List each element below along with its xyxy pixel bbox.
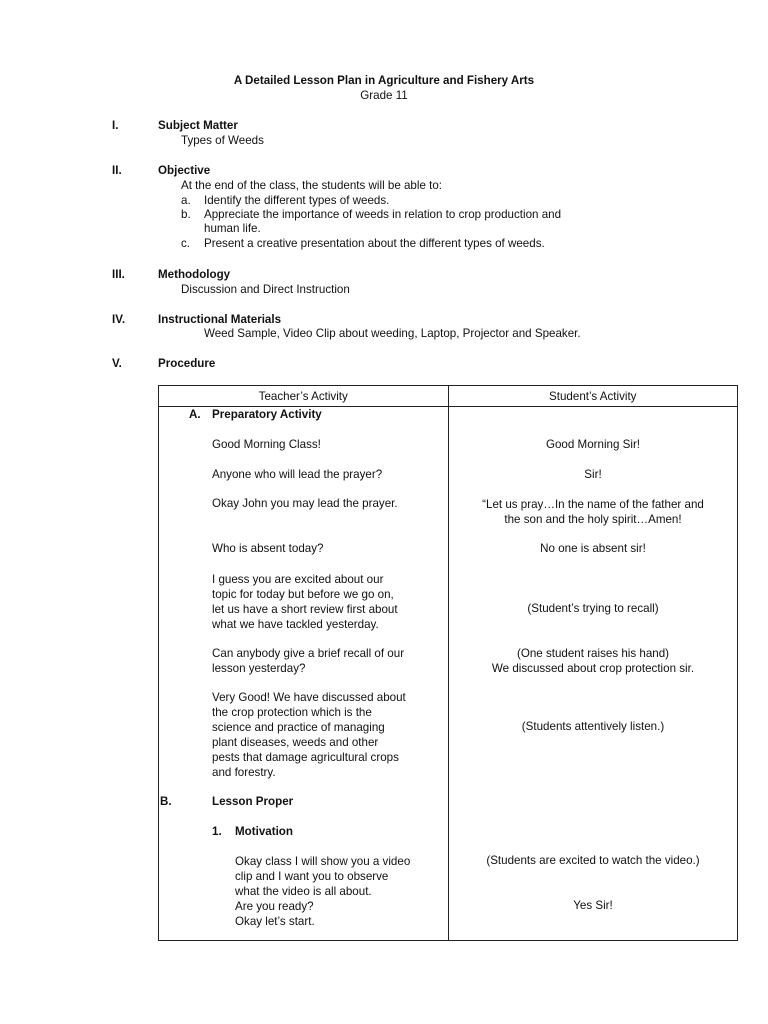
text-line: Okay class I will show you a video — [235, 855, 411, 868]
text-line: let us have a short review first about — [212, 603, 398, 616]
teacher-line: Okay John you may lead the prayer. — [212, 497, 398, 510]
text-line: science and practice of managing — [212, 721, 385, 734]
teacher-line: Who is absent today? — [212, 542, 324, 555]
section-3-number: III. — [112, 268, 125, 281]
text-line: pests that damage agricultural crops — [212, 751, 399, 764]
subject-matter-text: Types of Weeds — [181, 134, 264, 147]
text-line: what the video is all about. — [235, 885, 372, 898]
preparatory-heading: Preparatory Activity — [212, 408, 322, 421]
teacher-line — [212, 646, 404, 676]
text-line: Can anybody give a brief recall of our — [212, 647, 405, 660]
objective-item-text-continued: human life. — [204, 222, 261, 235]
preparatory-label: A. — [189, 408, 201, 421]
student-line: (Students are excited to watch the video.) — [486, 854, 700, 867]
section-5-heading: Procedure — [158, 357, 216, 370]
student-activity-header: Student’s Activity — [448, 386, 738, 407]
text-line: plant diseases, weeds and other — [212, 736, 379, 749]
text-line: (One student raises his hand) — [516, 647, 670, 660]
section-5-number: V. — [112, 357, 122, 370]
teacher-line — [212, 572, 398, 632]
text-line: the crop protection which is the — [212, 706, 372, 719]
section-4-heading: Instructional Materials — [158, 313, 282, 326]
student-line: (Students attentively listen.) — [521, 720, 665, 733]
section-1-heading: Subject Matter — [158, 119, 238, 132]
section-1-number: I. — [112, 119, 119, 132]
procedure-table — [158, 385, 738, 941]
text-line: what we have tackled yesterday. — [212, 618, 379, 631]
objective-item-label: c. — [181, 237, 191, 250]
text-line: We discussed about crop protection sir. — [491, 662, 695, 675]
objective-item-label: b. — [181, 208, 191, 221]
text-line: Very Good! We have discussed about — [212, 691, 406, 704]
objective-item-text: Appreciate the importance of weeds in relation to crop production and — [204, 208, 562, 221]
text-line: topic for today but before we go on, — [212, 588, 394, 601]
objective-intro: At the end of the class, the students will be able to: — [181, 179, 443, 192]
text-line: and forestry. — [212, 766, 276, 779]
teacher-activity-column — [159, 407, 449, 941]
materials-text: Weed Sample, Video Clip about weeding, Laptop, Projector and Speaker. — [204, 327, 581, 340]
teacher-line — [235, 854, 410, 929]
objective-item-label: a. — [181, 194, 191, 207]
document-title: A Detailed Lesson Plan in Agriculture and Fishery Arts — [233, 74, 535, 87]
teacher-line — [212, 690, 406, 780]
text-line: “Let us pray…In the name of the father and — [482, 498, 704, 511]
teacher-line: Anyone who will lead the prayer? — [212, 468, 383, 481]
text-line: Are you ready? — [235, 900, 314, 913]
text-line: Okay let’s start. — [235, 915, 315, 928]
section-4-number: IV. — [112, 313, 126, 326]
student-line — [449, 497, 738, 527]
student-line: Sir! — [584, 468, 602, 481]
student-activity-column — [448, 407, 738, 941]
teacher-activity-header: Teacher’s Activity — [159, 386, 449, 407]
student-line: Yes Sir! — [573, 899, 613, 912]
motivation-heading: Motivation — [235, 825, 293, 838]
student-line: (Student’s trying to recall) — [527, 602, 659, 615]
methodology-text: Discussion and Direct Instruction — [181, 283, 350, 296]
motivation-number: 1. — [212, 825, 222, 838]
lesson-proper-label: B. — [160, 795, 172, 808]
teacher-line: Good Morning Class! — [212, 438, 321, 451]
text-line: lesson yesterday? — [212, 662, 306, 675]
section-3-heading: Methodology — [158, 268, 231, 281]
section-2-heading: Objective — [158, 164, 211, 177]
lesson-proper-heading: Lesson Proper — [212, 795, 294, 808]
objective-item-text: Identify the different types of weeds. — [204, 194, 390, 207]
student-line — [449, 646, 738, 676]
text-line: I guess you are excited about our — [212, 573, 384, 586]
student-line: No one is absent sir! — [540, 542, 646, 555]
text-line: clip and I want you to observe — [235, 870, 389, 883]
student-line: Good Morning Sir! — [545, 438, 641, 451]
text-line: the son and the holy spirit…Amen! — [504, 513, 682, 526]
objective-item-text: Present a creative presentation about the different types of weeds. — [204, 237, 545, 250]
section-2-number: II. — [112, 164, 122, 177]
grade-level: Grade 11 — [360, 89, 408, 102]
